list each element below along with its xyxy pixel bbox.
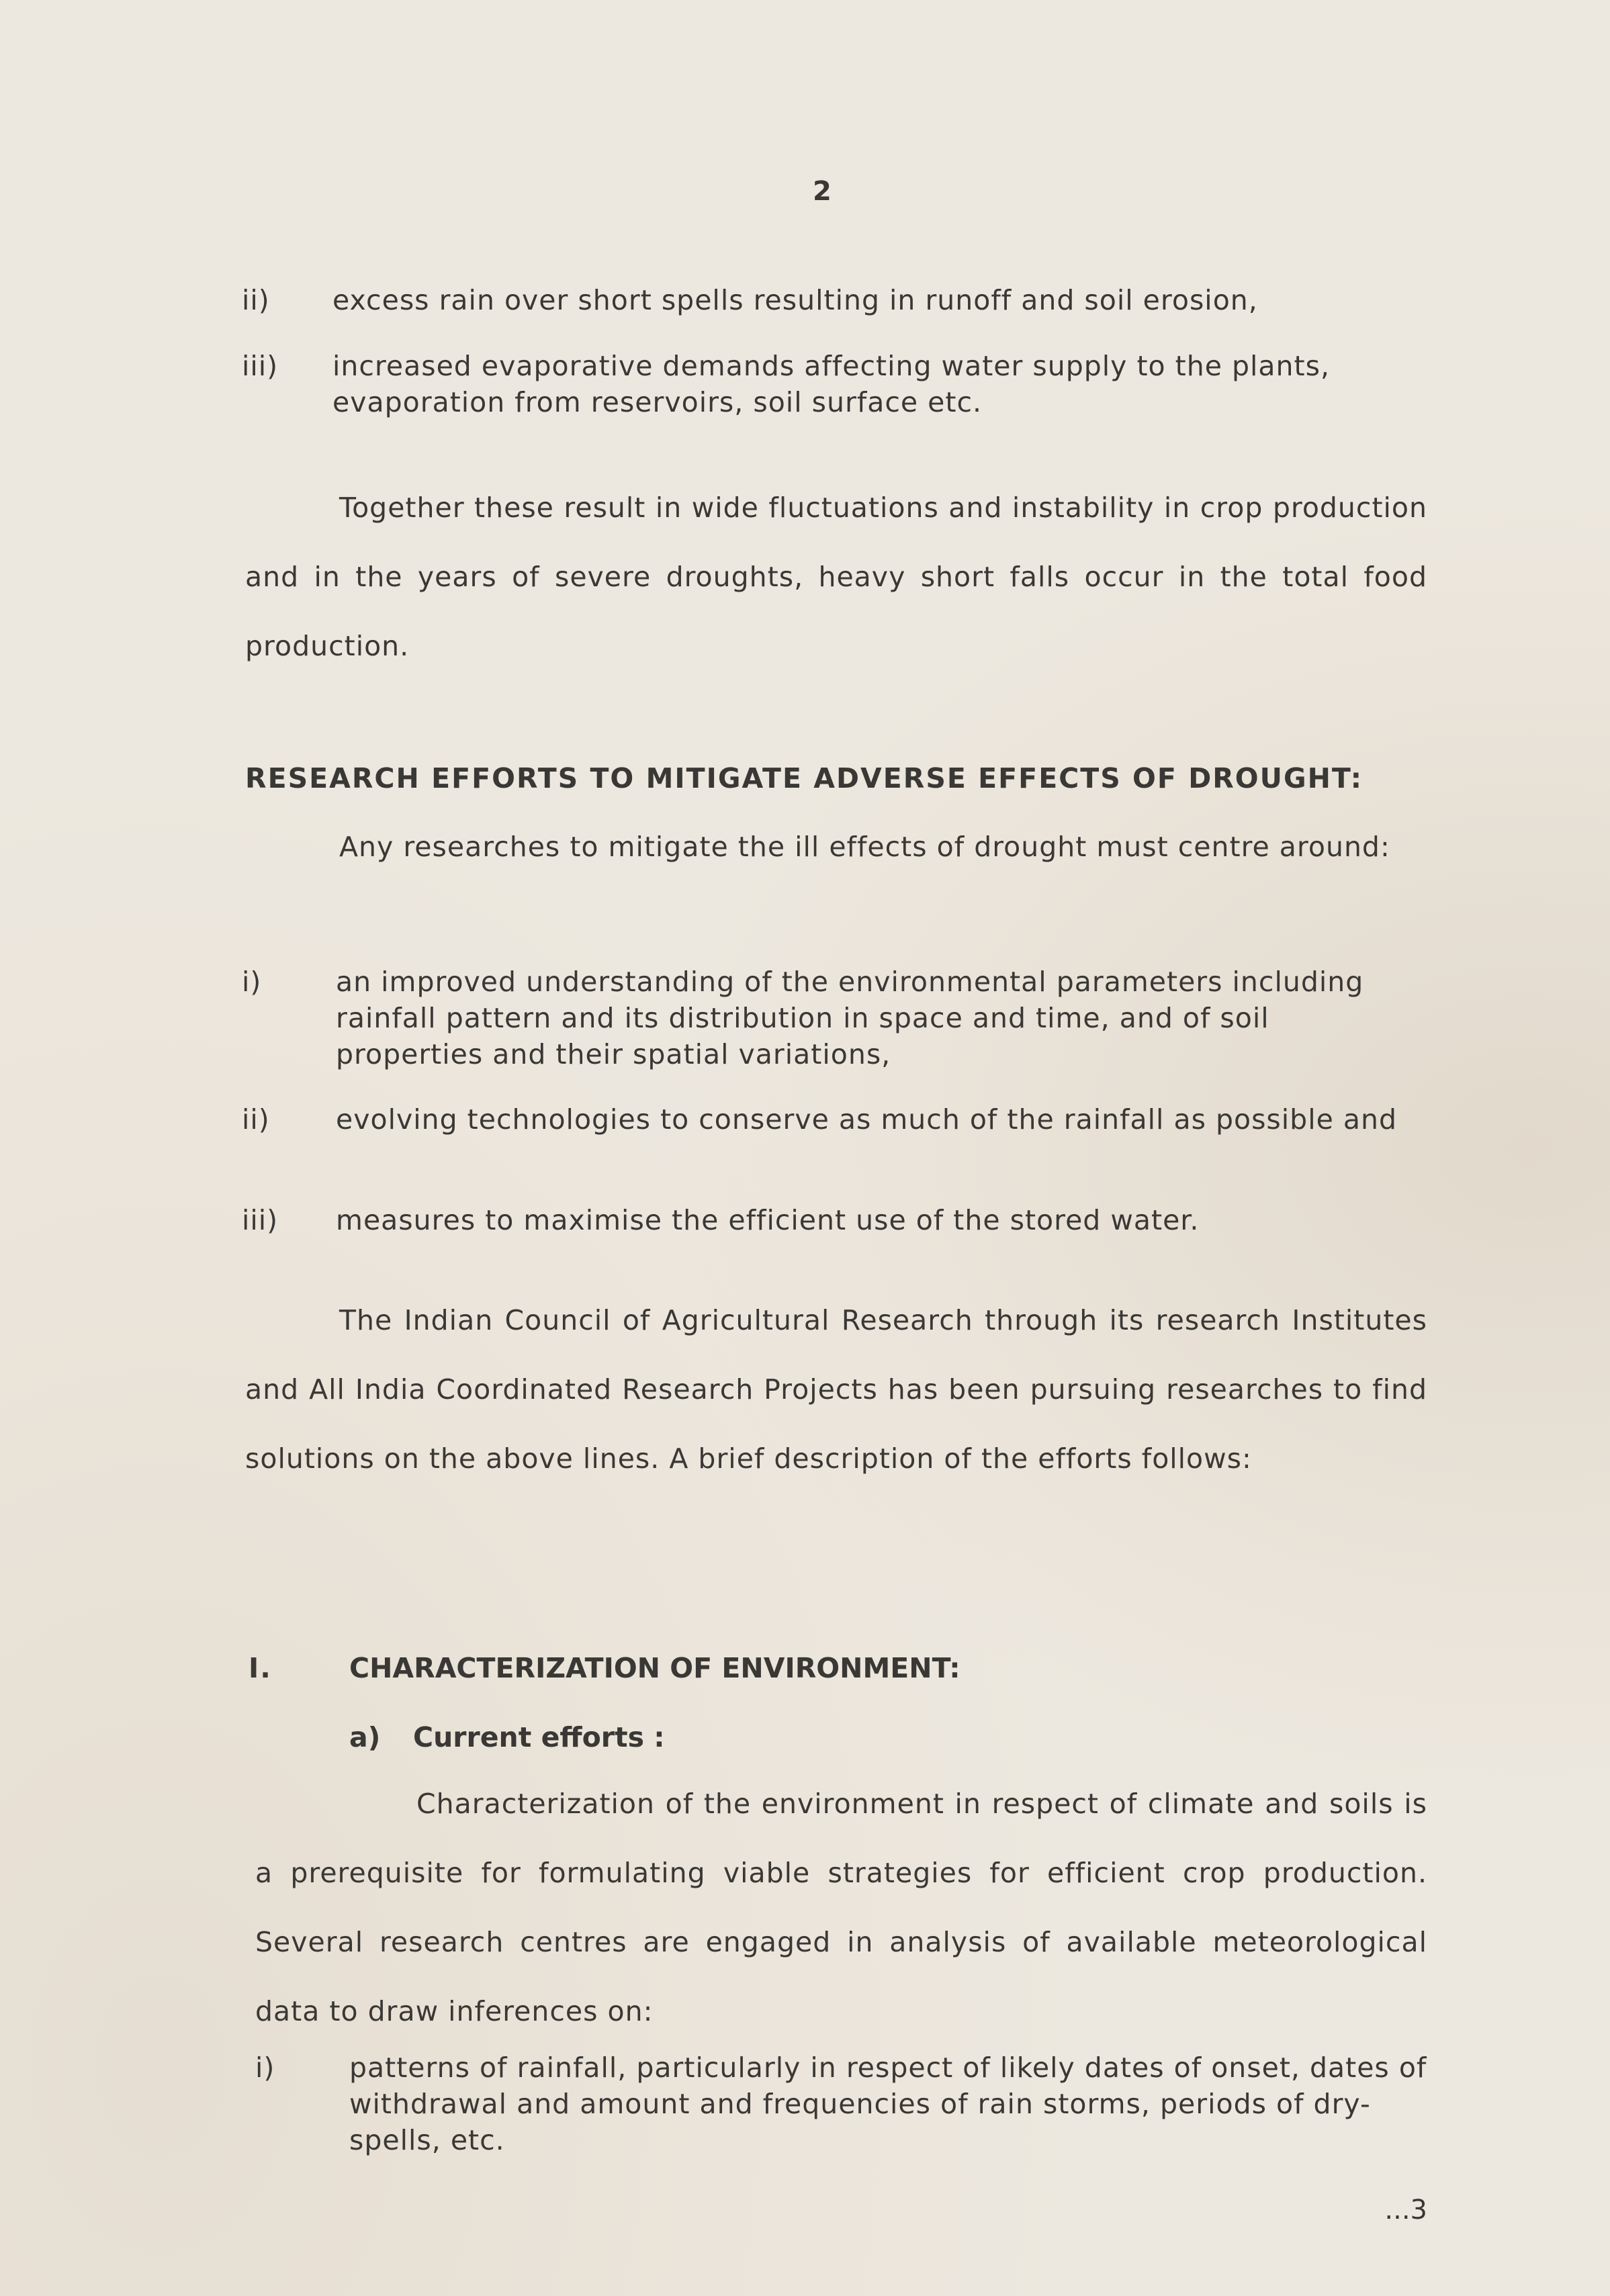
list-item	[242, 1202, 1424, 1242]
paragraph	[245, 473, 1427, 681]
list-marker: ii)	[242, 1103, 270, 1136]
paragraph	[255, 1770, 1427, 2046]
paragraph-text: Any researches to mitigate the ill effects of drought must centre around:	[339, 831, 1390, 863]
list-text: excess rain over short spells resulting in runoff and soil erosion,	[332, 284, 1258, 316]
list-marker: ii)	[242, 284, 270, 316]
section-heading: CHARACTERIZATION OF ENVIRONMENT:	[349, 1652, 960, 1684]
section-number: I.	[249, 1652, 272, 1684]
subsection-heading: Current efforts :	[413, 1721, 665, 1753]
list-item	[242, 282, 1424, 322]
paragraph	[245, 813, 1427, 882]
list-marker: iii)	[242, 1204, 279, 1236]
subsection-marker: a)	[349, 1721, 381, 1753]
page-number: 2	[813, 176, 832, 207]
paragraph	[245, 1286, 1427, 1494]
list-item	[242, 964, 1424, 1078]
list-item	[242, 348, 1424, 422]
list-text: patterns of rainfall, particularly in respect of likely dates of onset, dates of withdrawal and amount and frequencies of rain storms, periods of dry-spells, etc.	[349, 2052, 1427, 2156]
section-heading: RESEARCH EFFORTS TO MITIGATE ADVERSE EFFECTS OF DROUGHT:	[245, 762, 1363, 794]
paragraph-text: Characterization of the environment in respect of climate and soils is a prerequisite for formulating viable strategies for efficient crop production. Several research centres are engaged in analysis of available meteorological data to draw inferences on:	[255, 1788, 1427, 2027]
list-text: measures to maximise the efficient use of the stored water.	[336, 1204, 1200, 1236]
list-text: an improved understanding of the environmental parameters including rainfall pattern and its distribution in space and time, and of soil properties and their spatial variations,	[336, 966, 1364, 1070]
list-marker: i)	[255, 2052, 275, 2084]
list-text: evolving technologies to conserve as much of the rainfall as possible and	[336, 1103, 1397, 1136]
list-item	[242, 1101, 1424, 1175]
paragraph-text: The Indian Council of Agricultural Research through its research Institutes and All India Coordinated Research Projects has been pursuing researches to find solutions on the above lines. A brief description of the efforts follows:	[245, 1304, 1427, 1475]
continuation-marker: ...3	[1384, 2195, 1427, 2225]
paragraph-text: Together these result in wide fluctuations and instability in crop production and in the years of severe droughts, heavy short falls occur in the total food production.	[245, 492, 1427, 662]
list-marker: iii)	[242, 350, 279, 382]
list-item	[255, 2050, 1427, 2164]
list-marker: i)	[242, 966, 262, 998]
list-text: increased evaporative demands affecting water supply to the plants, evaporation from reservoirs, soil surface etc.	[332, 350, 1330, 418]
